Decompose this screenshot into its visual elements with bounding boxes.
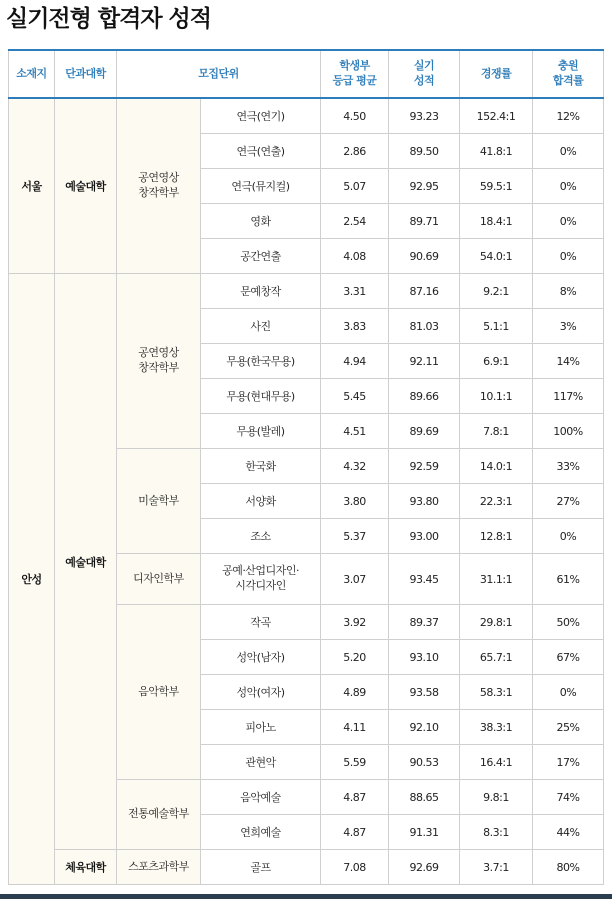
- unit-cell: 연극(뮤지컬): [201, 169, 321, 204]
- unit-cell: 골프: [201, 850, 321, 885]
- unit-cell: 연극(연출): [201, 134, 321, 169]
- unit-cell: 성악(여자): [201, 675, 321, 710]
- practical-cell: 92.69: [389, 850, 460, 885]
- practical-cell: 89.66: [389, 379, 460, 414]
- practical-cell: 87.16: [389, 274, 460, 309]
- practical-cell: 92.10: [389, 710, 460, 745]
- division-perf-seoul: 공연영상 창작학부: [117, 98, 201, 274]
- grade-cell: 5.20: [321, 640, 389, 675]
- grade-cell: 3.07: [321, 554, 389, 605]
- competition-cell: 58.3:1: [460, 675, 533, 710]
- fill-rate-cell: 27%: [533, 484, 604, 519]
- competition-cell: 54.0:1: [460, 239, 533, 274]
- practical-cell: 93.45: [389, 554, 460, 605]
- unit-cell: 조소: [201, 519, 321, 554]
- practical-cell: 93.23: [389, 98, 460, 134]
- grade-cell: 7.08: [321, 850, 389, 885]
- fill-rate-cell: 61%: [533, 554, 604, 605]
- practical-cell: 93.80: [389, 484, 460, 519]
- competition-cell: 31.1:1: [460, 554, 533, 605]
- fill-rate-cell: 0%: [533, 204, 604, 239]
- fill-rate-cell: 100%: [533, 414, 604, 449]
- college-arts-anseong: 예술대학: [55, 274, 117, 850]
- practical-cell: 91.31: [389, 815, 460, 850]
- table-row: [9, 98, 604, 134]
- fill-rate-cell: 0%: [533, 675, 604, 710]
- grade-cell: 4.32: [321, 449, 389, 484]
- competition-cell: 10.1:1: [460, 379, 533, 414]
- competition-cell: 12.8:1: [460, 519, 533, 554]
- competition-cell: 7.8:1: [460, 414, 533, 449]
- grade-cell: 4.94: [321, 344, 389, 379]
- fill-rate-cell: 3%: [533, 309, 604, 344]
- grade-cell: 3.92: [321, 605, 389, 640]
- competition-cell: 18.4:1: [460, 204, 533, 239]
- division-fine-art: 미술학부: [117, 449, 201, 554]
- grade-cell: 2.54: [321, 204, 389, 239]
- unit-cell: 문예창작: [201, 274, 321, 309]
- competition-cell: 6.9:1: [460, 344, 533, 379]
- fill-rate-cell: 74%: [533, 780, 604, 815]
- fill-rate-cell: 44%: [533, 815, 604, 850]
- fill-rate-cell: 50%: [533, 605, 604, 640]
- unit-cell: 연희예술: [201, 815, 321, 850]
- fill-rate-cell: 25%: [533, 710, 604, 745]
- competition-cell: 16.4:1: [460, 745, 533, 780]
- grade-cell: 4.11: [321, 710, 389, 745]
- header-fill-rate: 충원 합격률: [533, 50, 604, 98]
- practical-cell: 92.59: [389, 449, 460, 484]
- division-music: 음악학부: [117, 605, 201, 780]
- unit-cell: 영화: [201, 204, 321, 239]
- unit-cell: 작곡: [201, 605, 321, 640]
- fill-rate-cell: 67%: [533, 640, 604, 675]
- unit-cell: 무용(현대무용): [201, 379, 321, 414]
- fill-rate-cell: 0%: [533, 239, 604, 274]
- practical-cell: 92.11: [389, 344, 460, 379]
- competition-cell: 9.8:1: [460, 780, 533, 815]
- campus-seoul: 서울: [9, 98, 55, 274]
- grade-cell: 4.89: [321, 675, 389, 710]
- practical-cell: 92.95: [389, 169, 460, 204]
- fill-rate-cell: 12%: [533, 98, 604, 134]
- fill-rate-cell: 17%: [533, 745, 604, 780]
- practical-cell: 90.69: [389, 239, 460, 274]
- fill-rate-cell: 0%: [533, 169, 604, 204]
- grade-cell: 5.07: [321, 169, 389, 204]
- unit-cell: 사진: [201, 309, 321, 344]
- unit-cell: 연극(연기): [201, 98, 321, 134]
- fill-rate-cell: 0%: [533, 134, 604, 169]
- grade-cell: 4.51: [321, 414, 389, 449]
- table-row: [9, 274, 604, 309]
- fill-rate-cell: 0%: [533, 519, 604, 554]
- fill-rate-cell: 8%: [533, 274, 604, 309]
- division-sports-science: 스포츠과학부: [117, 850, 201, 885]
- practical-cell: 89.37: [389, 605, 460, 640]
- competition-cell: 38.3:1: [460, 710, 533, 745]
- unit-cell: 서양화: [201, 484, 321, 519]
- practical-cell: 93.10: [389, 640, 460, 675]
- grade-cell: 5.37: [321, 519, 389, 554]
- practical-cell: 81.03: [389, 309, 460, 344]
- competition-cell: 152.4:1: [460, 98, 533, 134]
- campus-anseong: 안성: [9, 274, 55, 885]
- practical-cell: 89.50: [389, 134, 460, 169]
- unit-cell: 성악(남자): [201, 640, 321, 675]
- grade-cell: 3.83: [321, 309, 389, 344]
- fill-rate-cell: 14%: [533, 344, 604, 379]
- unit-cell: 공간연출: [201, 239, 321, 274]
- grade-cell: 5.59: [321, 745, 389, 780]
- practical-cell: 89.71: [389, 204, 460, 239]
- header-recruit-unit: 모집단위: [117, 50, 321, 98]
- unit-cell: 무용(한국무용): [201, 344, 321, 379]
- competition-cell: 8.3:1: [460, 815, 533, 850]
- unit-cell: 음악예술: [201, 780, 321, 815]
- grade-cell: 3.80: [321, 484, 389, 519]
- competition-cell: 9.2:1: [460, 274, 533, 309]
- competition-cell: 14.0:1: [460, 449, 533, 484]
- fill-rate-cell: 80%: [533, 850, 604, 885]
- admission-score-table: [8, 49, 604, 885]
- competition-cell: 5.1:1: [460, 309, 533, 344]
- practical-cell: 88.65: [389, 780, 460, 815]
- unit-cell: 한국화: [201, 449, 321, 484]
- competition-cell: 41.8:1: [460, 134, 533, 169]
- grade-cell: 4.87: [321, 780, 389, 815]
- division-perf-anseong: 공연영상 창작학부: [117, 274, 201, 449]
- header-location: 소재지: [9, 50, 55, 98]
- practical-cell: 93.58: [389, 675, 460, 710]
- college-arts-seoul: 예술대학: [55, 98, 117, 274]
- competition-cell: 3.7:1: [460, 850, 533, 885]
- division-design: 디자인학부: [117, 554, 201, 605]
- grade-cell: 3.31: [321, 274, 389, 309]
- table-header-row: [9, 50, 604, 98]
- unit-cell: 무용(발레): [201, 414, 321, 449]
- fill-rate-cell: 117%: [533, 379, 604, 414]
- competition-cell: 22.3:1: [460, 484, 533, 519]
- grade-cell: 2.86: [321, 134, 389, 169]
- table-row: [9, 850, 604, 885]
- page-title: 실기전형 합격자 성적: [6, 6, 211, 32]
- practical-cell: 93.00: [389, 519, 460, 554]
- competition-cell: 59.5:1: [460, 169, 533, 204]
- grade-cell: 5.45: [321, 379, 389, 414]
- college-sports: 체육대학: [55, 850, 117, 885]
- practical-cell: 90.53: [389, 745, 460, 780]
- competition-cell: 65.7:1: [460, 640, 533, 675]
- grade-cell: 4.87: [321, 815, 389, 850]
- division-traditional: 전통예술학부: [117, 780, 201, 850]
- unit-cell: 관현악: [201, 745, 321, 780]
- header-college: 단과대학: [55, 50, 117, 98]
- header-competition-rate: 경쟁률: [460, 50, 533, 98]
- unit-cell: 피아노: [201, 710, 321, 745]
- header-practical-score: 실기 성적: [389, 50, 460, 98]
- unit-cell: 공예·산업디자인· 시각디자인: [201, 554, 321, 605]
- bottom-bar: [0, 894, 612, 899]
- practical-cell: 89.69: [389, 414, 460, 449]
- fill-rate-cell: 33%: [533, 449, 604, 484]
- grade-cell: 4.50: [321, 98, 389, 134]
- competition-cell: 29.8:1: [460, 605, 533, 640]
- grade-cell: 4.08: [321, 239, 389, 274]
- header-grade-avg: 학생부 등급 평균: [321, 50, 389, 98]
